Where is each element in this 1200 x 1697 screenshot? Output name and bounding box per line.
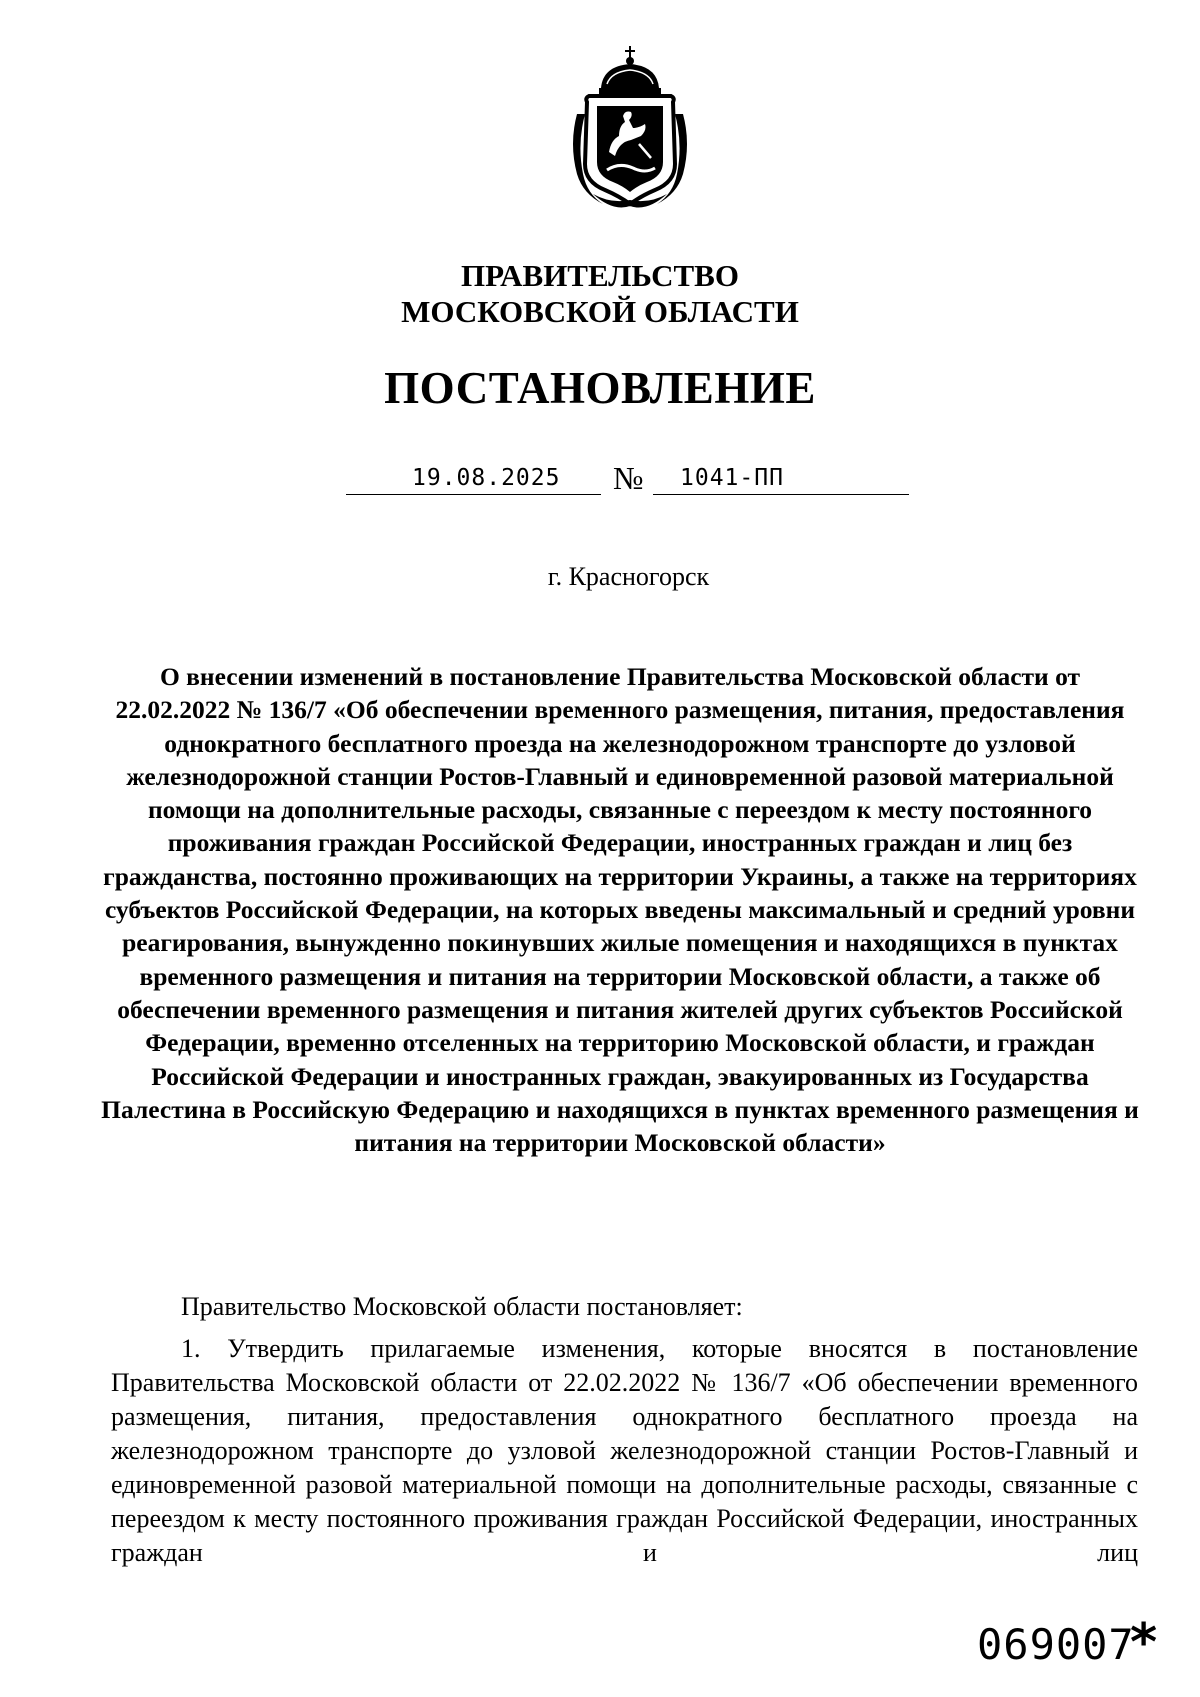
document-date: 19.08.2025 bbox=[412, 465, 561, 491]
number-underline bbox=[653, 494, 909, 495]
date-underline bbox=[346, 494, 601, 495]
government-name-line2: МОСКОВСКОЙ ОБЛАСТИ bbox=[401, 294, 799, 329]
document-type-heading: ПОСТАНОВЛЕНИЕ bbox=[384, 363, 816, 413]
resolution-intro: Правительство Московской области постановляет: bbox=[181, 1292, 743, 1321]
serial-number: 069007 bbox=[977, 1620, 1135, 1669]
coat-of-arms-icon bbox=[563, 44, 697, 214]
asterisk-mark: * bbox=[1130, 1613, 1158, 1673]
paragraph-1: 1. Утвердить прилагаемые изменения, которые вносятся в постановление Правительства Московской области от 22.02.2022 № 136/7 «Об обеспечении временного размещения, питания, предоставления однократного бесплатного проезда на железнодорожном транспорте до узловой железнодорожной станции Ростов-Главный и единовременной разовой материальной помощи на дополнительные расходы, связанные с переездом к месту постоянного проживания граждан Российской Федерации, иностранных граждан и лиц bbox=[111, 1334, 1138, 1567]
government-name-line1: ПРАВИТЕЛЬСТВО bbox=[461, 258, 739, 293]
city-name: г. Красногорск bbox=[547, 562, 710, 591]
number-sign-label: № bbox=[613, 460, 644, 496]
document-title: О внесении изменений в постановление Правительства Московской области от 22.02.2022 № 136/7 «Об обеспечении временного размещения, питания, предоставления однократного бесплатного проезда на железнодорожном транспорте до узловой железнодорожной станции Ростов-Главный и единовременной разовой материальной помощи на дополнительные расходы, связанные с переездом к месту постоянного проживания граждан Российской Федерации, иностранных граждан и лиц без гражданства, постоянно проживающих на территории Украины, а также на территориях субъектов Российской Федерации, на которых введены максимальный и средний уровни реагирования, вынужденно покинувших жилые помещения и находящихся в пунктах временного размещения и питания на территории Московской области, а также об обеспечении временного размещения и питания жителей других субъектов Российской Федерации, временно отселенных на территорию Московской области, и граждан Российской Федерации и иностранных граждан, эвакуированных из Государства Палестина в Российскую Федерацию и находящихся в пунктах временного размещения и питания на территории Московской области» bbox=[101, 662, 1139, 1158]
document-number: 1041-ПП bbox=[680, 465, 784, 491]
